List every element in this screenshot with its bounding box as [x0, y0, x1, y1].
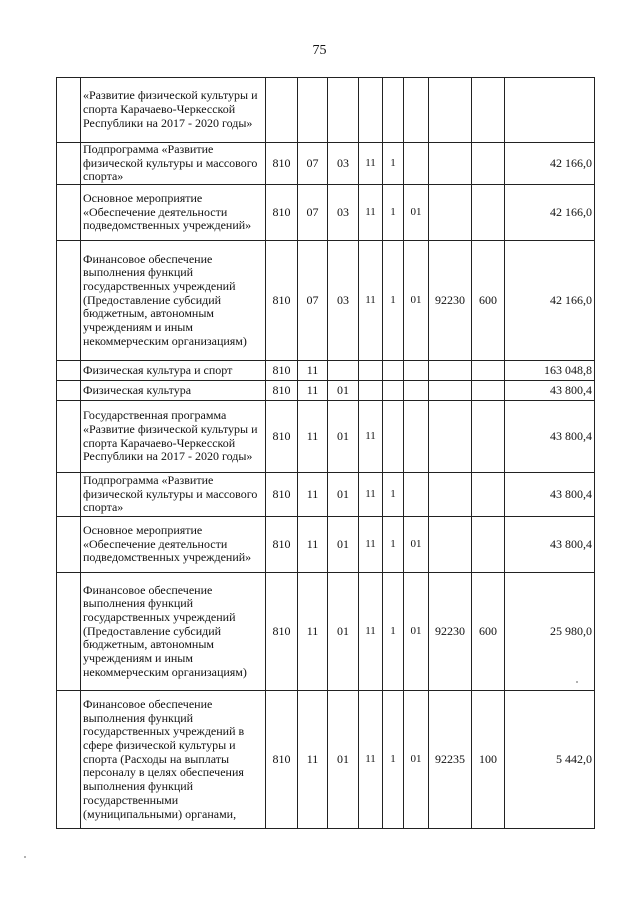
table-row [57, 143, 595, 185]
code-cs-subprogram: 1 [383, 691, 404, 829]
code-pr: 01 [328, 517, 359, 573]
code-cs-direction [429, 473, 472, 517]
code-ved: 810 [266, 241, 298, 361]
amount: 43 800,4 [505, 381, 595, 401]
code-cs-program: 11 [359, 691, 383, 829]
amount: 43 800,4 [505, 517, 595, 573]
amount: 163 048,8 [505, 361, 595, 381]
code-cs-subprogram [383, 78, 404, 143]
code-ved: 810 [266, 401, 298, 473]
code-pr: 01 [328, 573, 359, 691]
code-rz: 11 [298, 401, 328, 473]
code-pr [328, 361, 359, 381]
code-rz: 11 [298, 691, 328, 829]
code-rz [298, 78, 328, 143]
row-name: Подпрограмма «Развитие физической культуры и массового спорта» [81, 473, 266, 517]
code-vr [472, 143, 505, 185]
row-name: Финансовое обеспечение выполнения функций государственных учреждений в сфере физической культуры и спорта (Расходы на выплаты персоналу в целях обеспечения выполнения функций государственными (муниципальными) органами, [81, 691, 266, 829]
row-name: Основное мероприятие «Обеспечение деятельности подведомственных учреждений» [81, 185, 266, 241]
row-name: Физическая культура и спорт [81, 361, 266, 381]
code-cs-event [404, 361, 429, 381]
row-name: «Развитие физической культуры и спорта Карачаево-Черкесской Республики на 2017 - 2020 годы» [81, 78, 266, 143]
code-ved: 810 [266, 185, 298, 241]
code-cs-program: 11 [359, 517, 383, 573]
table-row [57, 78, 595, 143]
amount: 42 166,0 [505, 143, 595, 185]
row-name: Физическая культура [81, 381, 266, 401]
row-margin-cell [57, 381, 81, 401]
code-vr [472, 361, 505, 381]
table-row [57, 573, 595, 691]
amount: 25 980,0 [505, 573, 595, 691]
row-name: Государственная программа «Развитие физической культуры и спорта Карачаево-Черкесской Республики на 2017 - 2020 годы» [81, 401, 266, 473]
amount: 43 800,4 [505, 401, 595, 473]
table-row [57, 401, 595, 473]
code-vr: 600 [472, 241, 505, 361]
code-cs-program [359, 78, 383, 143]
page-number: 75 [312, 43, 327, 58]
code-pr: 01 [328, 691, 359, 829]
budget-table [56, 77, 595, 829]
code-cs-event: 01 [404, 241, 429, 361]
row-margin-cell [57, 401, 81, 473]
table-row [57, 517, 595, 573]
code-cs-event: 01 [404, 517, 429, 573]
code-pr: 01 [328, 381, 359, 401]
code-cs-subprogram: 1 [383, 573, 404, 691]
code-cs-subprogram [383, 401, 404, 473]
code-cs-direction [429, 361, 472, 381]
code-vr [472, 517, 505, 573]
scan-speck [24, 856, 26, 858]
row-margin-cell [57, 143, 81, 185]
code-cs-program: 11 [359, 185, 383, 241]
code-cs-direction [429, 185, 472, 241]
code-cs-program [359, 361, 383, 381]
code-cs-subprogram: 1 [383, 241, 404, 361]
code-cs-direction [429, 401, 472, 473]
table-row [57, 381, 595, 401]
code-pr: 01 [328, 473, 359, 517]
table-row [57, 473, 595, 517]
code-pr: 01 [328, 401, 359, 473]
row-margin-cell [57, 185, 81, 241]
code-cs-event [404, 78, 429, 143]
code-cs-event [404, 401, 429, 473]
amount: 5 442,0 [505, 691, 595, 829]
row-name: Подпрограмма «Развитие физической культуры и массового спорта» [81, 143, 266, 185]
code-ved: 810 [266, 143, 298, 185]
code-cs-program: 11 [359, 573, 383, 691]
table-row [57, 361, 595, 381]
code-ved: 810 [266, 381, 298, 401]
code-ved: 810 [266, 691, 298, 829]
code-cs-event: 01 [404, 185, 429, 241]
code-rz: 07 [298, 143, 328, 185]
code-pr: 03 [328, 143, 359, 185]
amount [505, 78, 595, 143]
code-rz: 11 [298, 381, 328, 401]
code-vr [472, 185, 505, 241]
code-vr [472, 473, 505, 517]
amount: 42 166,0 [505, 241, 595, 361]
code-cs-program: 11 [359, 473, 383, 517]
code-cs-subprogram: 1 [383, 143, 404, 185]
table-row [57, 185, 595, 241]
row-margin-cell [57, 361, 81, 381]
code-ved: 810 [266, 573, 298, 691]
code-cs-subprogram: 1 [383, 185, 404, 241]
row-name: Финансовое обеспечение выполнения функций государственных учреждений (Предоставление субсидий бюджетным, автономным учреждениям и иным некоммерческим организациям) [81, 573, 266, 691]
code-cs-direction: 92230 [429, 573, 472, 691]
code-rz: 11 [298, 517, 328, 573]
code-cs-subprogram [383, 381, 404, 401]
amount: 42 166,0 [505, 185, 595, 241]
code-ved: 810 [266, 361, 298, 381]
code-cs-program [359, 381, 383, 401]
table-row [57, 691, 595, 829]
code-rz: 11 [298, 573, 328, 691]
code-cs-program: 11 [359, 241, 383, 361]
row-margin-cell [57, 78, 81, 143]
row-name: Основное мероприятие «Обеспечение деятельности подведомственных учреждений» [81, 517, 266, 573]
code-cs-event: 01 [404, 691, 429, 829]
scan-speck [576, 681, 578, 683]
code-cs-subprogram [383, 361, 404, 381]
code-cs-direction [429, 517, 472, 573]
table-row [57, 241, 595, 361]
code-pr: 03 [328, 241, 359, 361]
code-cs-event: 01 [404, 573, 429, 691]
code-ved: 810 [266, 517, 298, 573]
code-vr [472, 401, 505, 473]
code-cs-event [404, 381, 429, 401]
code-cs-program: 11 [359, 143, 383, 185]
code-cs-direction: 92230 [429, 241, 472, 361]
row-margin-cell [57, 573, 81, 691]
code-rz: 07 [298, 241, 328, 361]
row-name: Финансовое обеспечение выполнения функций государственных учреждений (Предоставление субсидий бюджетным, автономным учреждениям и иным некоммерческим организациям) [81, 241, 266, 361]
code-vr [472, 78, 505, 143]
code-vr: 600 [472, 573, 505, 691]
code-pr: 03 [328, 185, 359, 241]
code-ved: 810 [266, 473, 298, 517]
code-cs-event [404, 473, 429, 517]
code-cs-event [404, 143, 429, 185]
code-cs-direction [429, 143, 472, 185]
amount: 43 800,4 [505, 473, 595, 517]
row-margin-cell [57, 691, 81, 829]
code-rz: 11 [298, 473, 328, 517]
code-cs-direction [429, 381, 472, 401]
code-rz: 07 [298, 185, 328, 241]
code-vr [472, 381, 505, 401]
code-cs-subprogram: 1 [383, 473, 404, 517]
code-cs-direction: 92235 [429, 691, 472, 829]
code-cs-program: 11 [359, 401, 383, 473]
code-pr [328, 78, 359, 143]
code-ved [266, 78, 298, 143]
row-margin-cell [57, 241, 81, 361]
code-vr: 100 [472, 691, 505, 829]
row-margin-cell [57, 473, 81, 517]
code-rz: 11 [298, 361, 328, 381]
row-margin-cell [57, 517, 81, 573]
code-cs-direction [429, 78, 472, 143]
code-cs-subprogram: 1 [383, 517, 404, 573]
